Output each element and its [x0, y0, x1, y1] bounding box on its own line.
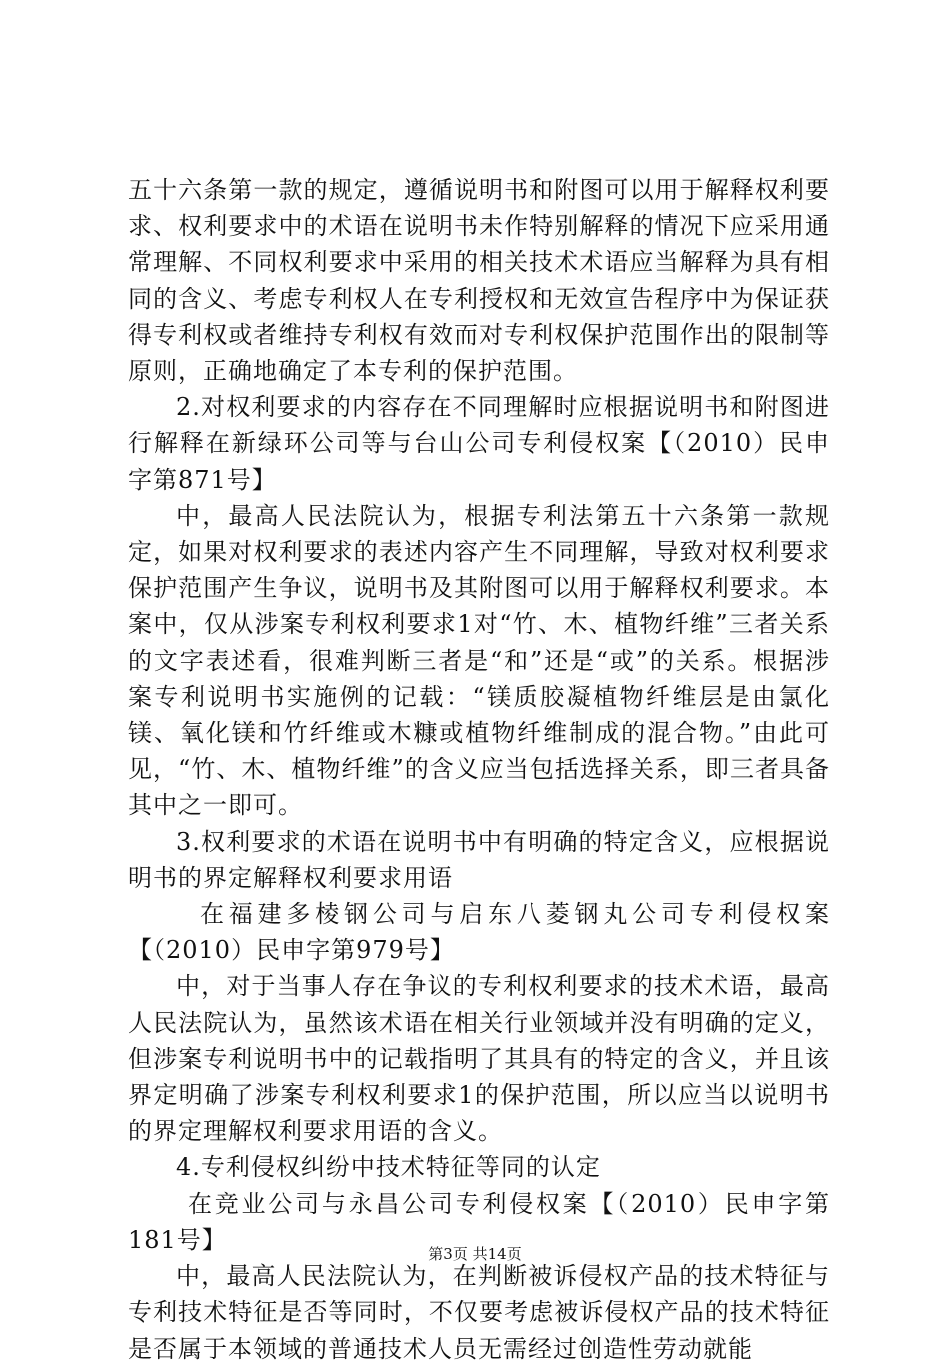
section-heading-3: 3.权利要求的术语在说明书中有明确的特定含义，应根据说明书的界定解释权利要求用语 — [128, 827, 830, 892]
paragraph-continuation: 五十六条第一款的规定，遵循说明书和附图可以用于解释权利要求、权利要求中的术语在说明书未作特别解释的情况下应采用通常理解、不同权利要求中采用的相关技术术语应当解释为具有相同的含义、考虑专利权人在专利授权和无效宣告程序中为保证获得专利权或者维持专利权有效而对专利权保护范围作出的限制等原则，正确地确定了本专利的保护范围。 — [128, 176, 830, 386]
page-number: 第3页 共14页 — [428, 1245, 522, 1263]
case-reference: 在福建多棱钢公司与启东八菱钢丸公司专利侵权案【（2010）民申字第979号】 — [128, 900, 830, 965]
document-body — [128, 172, 830, 1367]
section-heading-2: 2.对权利要求的内容存在不同理解时应根据说明书和附图进行解释在新绿环公司等与台山公司专利侵权案【（2010）民申字第871号】 — [128, 393, 830, 494]
case-reference: 在竞业公司与永昌公司专利侵权案【（2010）民申字第181号】 — [128, 1189, 830, 1254]
paragraph-body: 中，最高人民法院认为，根据专利法第五十六条第一款规定，如果对权利要求的表述内容产生不同理解，导致对权利要求保护范围产生争议，说明书及其附图可以用于解释权利要求。本案中，仅从涉案专利权利要求1对“竹、木、植物纤维”三者关系的文字表述看，很难判断三者是“和”还是“或”的关系。根据涉案专利说明书实施例的记载：“镁质胶凝植物纤维层是由氯化镁、氧化镁和竹纤维或木糠或植物纤维制成的混合物。”由此可见，“竹、木、植物纤维”的含义应当包括选择关系，即三者具备其中之一即可。 — [128, 501, 830, 820]
paragraph-body: 中，最高人民法院认为，在判断被诉侵权产品的技术特征与专利技术特征是否等同时，不仅要考虑被诉侵权产品的技术特征是否属于本领域的普通技术人员无需经过创造性劳动就能 — [128, 1262, 830, 1363]
section-heading-4: 4.专利侵权纠纷中技术特征等同的认定 — [176, 1153, 601, 1182]
paragraph-body: 中，对于当事人存在争议的专利权利要求的技术术语，最高人民法院认为，虽然该术语在相关行业领域并没有明确的定义，但涉案专利说明书中的记载指明了其具有的特定的含义，并且该界定明确了涉案专利权利要求1的保护范围，所以应当以说明书的界定理解权利要求用语的含义。 — [128, 972, 830, 1146]
